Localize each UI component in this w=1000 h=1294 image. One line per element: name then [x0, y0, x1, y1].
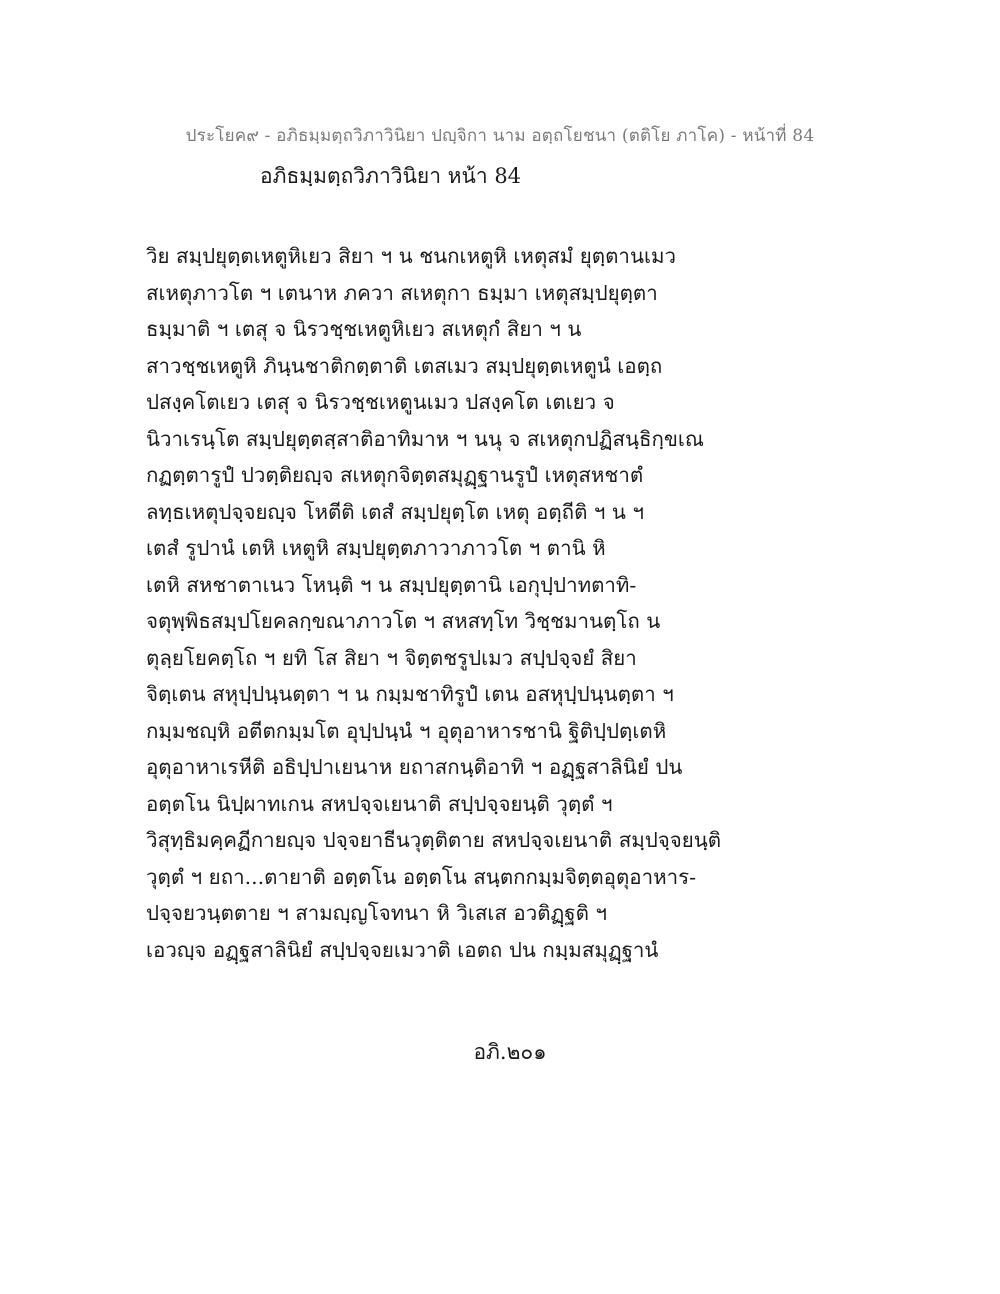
text-line: อุตุอาหาเรหีติ อธิปฺปาเยนาห ยถาสกนฺติอาทิ ฯ อฏฺฐสาลินิยํ ปน — [146, 755, 683, 779]
body-text — [146, 238, 866, 968]
text-line: อตฺตโน นิปฺผาทเกน สหปจฺจเยนาติ สปฺปจฺจยนฺติ วุตฺตํ ฯ — [146, 791, 613, 816]
text-line: ตุลฺยโยคตฺโถ ฯ ยทิ โส สิยา ฯ จิตฺตชรูปเมว สปฺปจฺจยํ สิยา — [146, 645, 637, 670]
text-line: เตหิ สหชาตาเนว โหนฺติ ฯ น สมฺปยุตฺตานิ เอกุปฺปาทตาทิ- — [146, 572, 637, 597]
text-line: เอวญฺจ อฏฺฐสาลินิยํ สปฺปจฺจยเมวาติ เอตถ ปน กมฺมสมุฏฺฐานํ — [146, 937, 659, 962]
section-title: อภิธมฺมตฺถวิภาวินิยา หน้า 84 — [260, 164, 522, 188]
text-line: สาวชฺชเหตูหิ ภินฺนชาติกตฺตาติ เตสเมว สมฺปยุตฺตเหตูนํ เอตฺถ — [146, 353, 663, 378]
running-header: ประโยค๙ - อภิธมฺมตฺถวิภาวินิยา ปญฺจิกา นาม อตฺถโยชนา (ตติโย ภาโค) - หน้าที่ 84 — [185, 126, 815, 146]
text-line: จตุพฺพิธสมฺปโยคลกฺขณาภาวโต ฯ สหสทฺโท วิชฺชมานตฺโถ น — [146, 609, 661, 633]
text-line: สเหตุภาวโต ฯ เตนาห ภควา สเหตุกา ธมฺมา เหตุสมฺปยุตฺตา — [146, 280, 658, 305]
text-line: เตสํ รูปานํ เตหิ เหตูหิ สมฺปยุตฺตภาวาภาวโต ฯ ตานิ หิ — [146, 536, 606, 560]
text-line: วิสุทฺธิมคฺคฏีกายญฺจ ปจฺจยาธีนวุตฺติตาย สหปจฺจเยนาติ สมฺปจฺจยนฺติ — [146, 828, 722, 852]
text-line: ปสงฺคโตเยว เตสุ จ นิรวชฺชเหตูนเมว ปสงฺคโต เตเยว จ — [146, 390, 615, 414]
text-line: วุตฺตํ ฯ ยถา...ตายาติ อตฺตโน อตฺตโน สนฺตกกมฺมจิตฺตอุตุอาหาร- — [146, 864, 697, 889]
text-line: นิวาเรนฺโต สมฺปยุตฺตสฺสาติอาทิมาห ฯ นนุ จ สเหตุกปฏิสนฺธิกฺขเณ — [146, 426, 704, 451]
page-footer-marker: อภิ.๒๐๑ — [473, 1040, 547, 1064]
text-line: กฏตฺตารูปํ ปวตฺติยญฺจ สเหตุกจิตฺตสมุฏฺฐานรูปํ เหตุสหชาตํ — [146, 463, 644, 487]
text-line: ลทฺธเหตุปจฺจยญฺจ โหตีติ เตสํ สมฺปยุตฺโต เหตุ อตฺถีติ ฯ น ฯ — [146, 499, 644, 524]
text-line: กมฺมชญฺหิ อตีตกมฺมโต อุปฺปนฺนํ ฯ อุตุอาหารชานิ ฐิติปฺปตฺเตหิ — [146, 718, 667, 743]
text-line: ปจฺจยวนฺตตาย ฯ สามญฺญโจทนา หิ วิเสเส อวติฏฺฐติ ฯ — [146, 901, 607, 925]
text-line: วิย สมฺปยุตฺตเหตูหิเยว สิยา ฯ น ชนกเหตูหิ เหตุสมํ ยุตฺตานเมว — [146, 244, 676, 268]
text-line: ธมฺมาติ ฯ เตสุ จ นิรวชฺชเหตูหิเยว สเหตุกํ สิยา ฯ น — [146, 317, 582, 341]
text-line: จิตฺเตน สหุปฺปนฺนตฺตา ฯ น กมฺมชาทิรูปํ เตน อสหุปฺปนฺนตฺตา ฯ — [146, 682, 674, 706]
